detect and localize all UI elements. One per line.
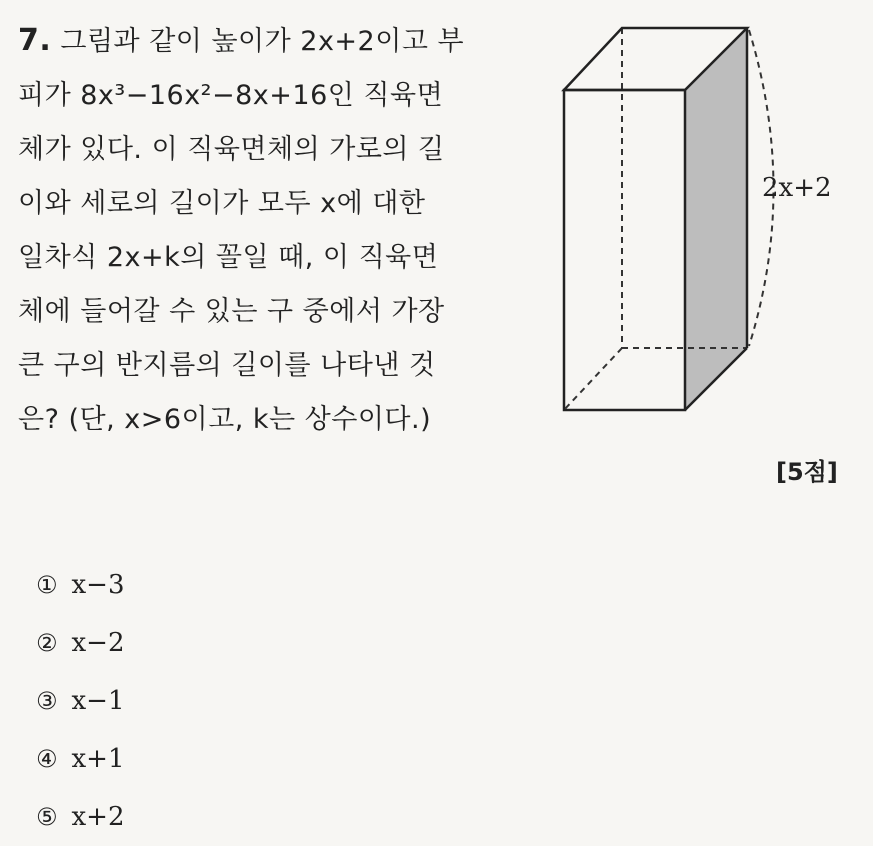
choice-mark: ⑤ xyxy=(36,803,58,831)
problem-line-8: 은? (단, x>6이고, k는 상수이다.) xyxy=(18,404,432,435)
choice-5[interactable] xyxy=(36,788,125,846)
answer-choices xyxy=(36,556,125,846)
choice-2[interactable] xyxy=(36,614,125,672)
choice-3[interactable] xyxy=(36,672,125,730)
problem-line-2: 피가 8x³−16x²−8x+16인 직육면 xyxy=(18,80,444,111)
problem-line xyxy=(18,14,528,69)
choice-4[interactable] xyxy=(36,730,125,788)
choice-mark: ④ xyxy=(36,745,58,773)
problem-line-4: 이와 세로의 길이가 모두 x에 대한 xyxy=(18,188,426,219)
problem-line-5: 일차식 2x+k의 꼴일 때, 이 직육면 xyxy=(18,242,439,273)
problem-line-7: 큰 구의 반지름의 길이를 나타낸 것 xyxy=(18,350,436,381)
problem-line-3: 체가 있다. 이 직육면체의 가로의 길 xyxy=(18,134,445,165)
problem-line-6: 체에 들어갈 수 있는 구 중에서 가장 xyxy=(18,296,445,327)
score-badge: [5점] xyxy=(776,458,838,486)
problem-line-1: 그림과 같이 높이가 2x+2이고 부 xyxy=(60,26,465,57)
cuboid-figure xyxy=(540,10,840,430)
choice-expr: x−1 xyxy=(71,686,125,716)
problem-number: 7. xyxy=(18,23,52,58)
choice-mark: ③ xyxy=(36,687,58,715)
choice-expr: x+2 xyxy=(71,802,125,832)
choice-1[interactable] xyxy=(36,556,125,614)
choice-mark: ① xyxy=(36,571,58,599)
shaded-side-face xyxy=(685,28,747,410)
choice-expr: x−2 xyxy=(71,628,125,658)
height-label: 2x+2 xyxy=(762,173,832,203)
problem-text xyxy=(18,14,528,447)
choice-expr: x−3 xyxy=(71,570,125,600)
choice-mark: ② xyxy=(36,629,58,657)
choice-expr: x+1 xyxy=(71,744,125,774)
